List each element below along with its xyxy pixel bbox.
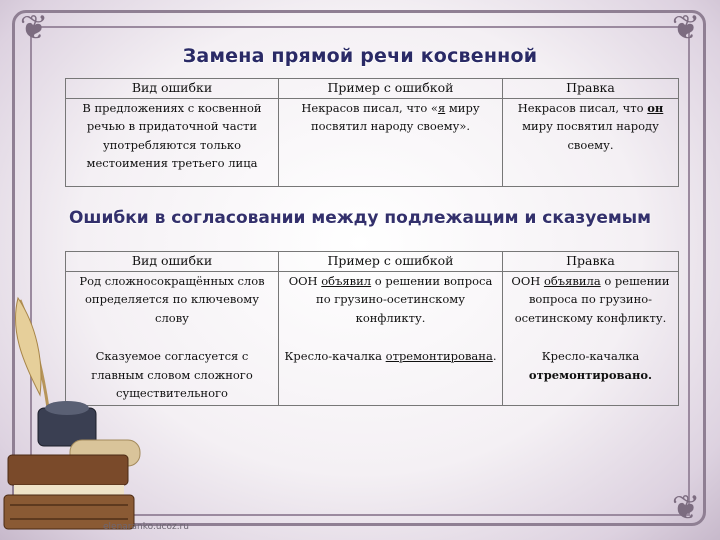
correction-text: о решении вопроса по грузино-осетинскому конфликту. [514,273,670,325]
correction-underlined: он [647,100,664,115]
example-underlined: объявил [321,273,372,288]
site-watermark: elenaranko.ucoz.ru [103,522,189,532]
example-underlined: я [437,100,446,115]
table-header-row [66,252,679,272]
example-text: Кресло-качалка [284,349,386,363]
header-correction: Правка [503,252,679,272]
books-inkwell-illustration [0,290,175,540]
section-title-agreement: Ошибки в согласовании между подлежащим и сказуемым [68,208,652,228]
example-text: Некрасов писал, что « [301,100,438,115]
example-cell [279,98,503,186]
quill-feather-icon [15,298,41,395]
book-pages-icon [14,485,124,495]
correction-underlined: объявила [543,273,601,288]
example-text: . [492,349,497,363]
inkwell-cap-icon [45,401,89,415]
example-text: о решении вопроса по грузино-осетинскому конфликту. [316,273,493,325]
correction-text: Некрасов писал, что [517,100,648,115]
correction-cell [503,347,679,405]
header-error-type: Вид ошибки [66,79,279,99]
error-type-cell: Сказуемое согласуется с главным словом сложного существительного [66,347,279,405]
indirect-speech-table [65,78,679,187]
example-underlined: отремонтирована [385,349,493,363]
correction-bold: отремонтировано. [528,367,653,382]
table-header-row [66,79,679,99]
header-correction: Правка [503,79,679,99]
header-example: Пример с ошибкой [279,79,503,99]
correction-cell [503,271,679,347]
example-text: миру посвятил народу своему». [310,100,480,133]
ornament-icon: ❦ [671,8,701,48]
correction-text: ООН [511,273,544,288]
example-cell [279,347,503,405]
table-row [66,98,679,186]
error-type-cell: Род сложносокращённых слов определяется по ключевому слову [66,271,279,347]
header-example: Пример с ошибкой [279,252,503,272]
example-cell [279,271,503,347]
example-text: ООН [288,273,322,288]
correction-text: Кресло-качалка [541,349,640,363]
ornament-icon: ❦ [671,488,701,528]
ornament-icon: ❦ [19,8,49,48]
header-error-type: Вид ошибки [66,252,279,272]
book-icon [8,455,128,485]
correction-cell [503,98,679,186]
error-type-cell: В предложениях с косвенной речью в придаточной части употребляются только местоимения третьего лица [66,98,279,186]
correction-text: миру посвятил народу своему. [522,119,659,152]
section-title-indirect-speech: Замена прямой речи косвенной [182,45,538,67]
